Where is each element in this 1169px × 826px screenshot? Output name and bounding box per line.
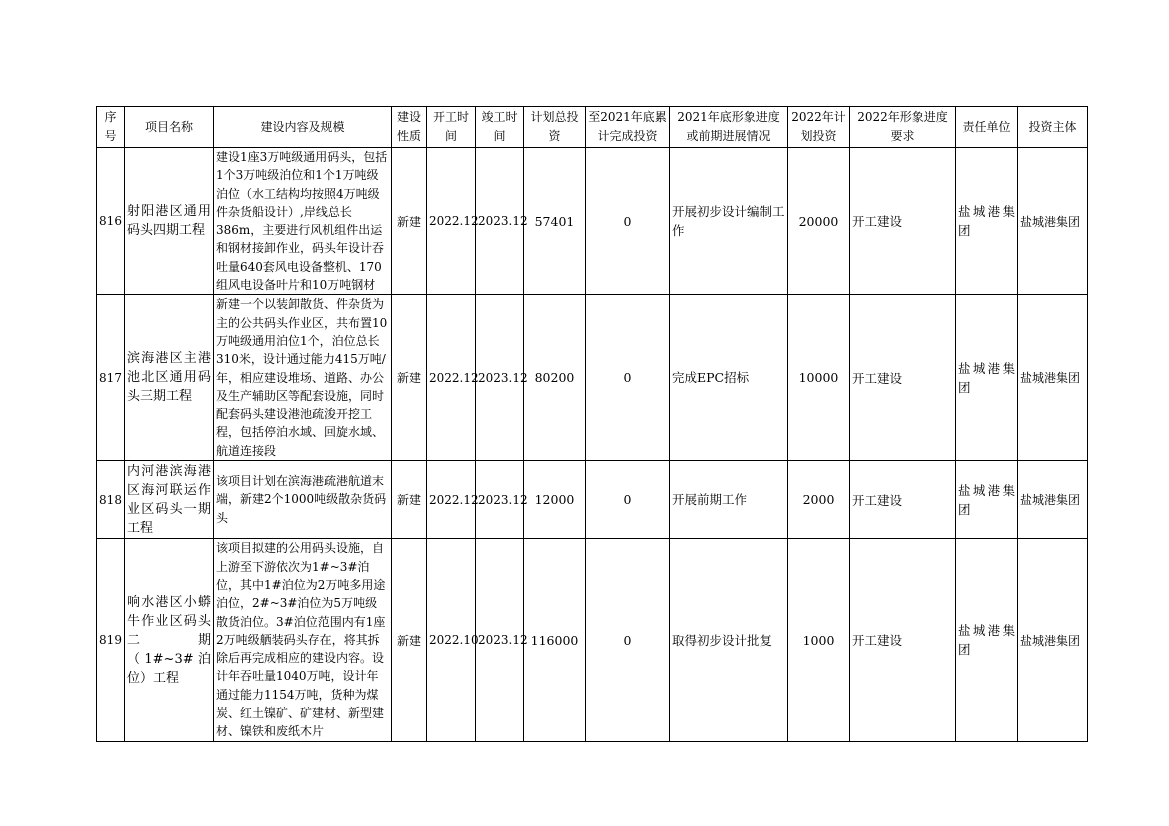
header-plan2022: 2022年计划投资 <box>788 107 850 148</box>
row-content: 该项目拟建的公用码头设施，自上游至下游依次为1#~3#泊位，其中1#泊位为2万吨多用途泊位，2#~3#泊位为5万吨级散货泊位。3#泊位范围内有1座2万吨级舾装码头存在，将其拆除后再完成相应的建设内容。设计年吞吐量1040万吨，设计年通过能力1154万吨，货种为煤炭、红土镍矿、矿建材、新型建材、镍铁和废纸木片 <box>214 539 392 742</box>
row-end: 2023.12 <box>476 539 524 742</box>
row-name: 内河港滨海港区海河联运作业区码头一期工程 <box>125 461 214 539</box>
row-total: 12000 <box>524 461 586 539</box>
row-unit: 盐城港集团 <box>956 461 1018 539</box>
row-investor: 盐城港集团 <box>1018 295 1088 461</box>
row-plan2022: 20000 <box>788 148 850 295</box>
row-unit: 盐城港集团 <box>956 295 1018 461</box>
row-no: 817 <box>97 295 125 461</box>
header-no: 序号 <box>97 107 125 148</box>
row-nature: 新建 <box>392 295 427 461</box>
row-investor: 盐城港集团 <box>1018 148 1088 295</box>
header-nature: 建设性质 <box>392 107 427 148</box>
header-name: 项目名称 <box>125 107 214 148</box>
table-row <box>97 539 1088 742</box>
header-content: 建设内容及规模 <box>214 107 392 148</box>
row-plan2022: 1000 <box>788 539 850 742</box>
row-unit: 盐城港集团 <box>956 148 1018 295</box>
project-table <box>96 106 1088 742</box>
row-progress: 开展前期工作 <box>670 461 788 539</box>
row-requirement: 开工建设 <box>850 461 956 539</box>
row-name: 射阳港区通用码头四期工程 <box>125 148 214 295</box>
row-end: 2023.12 <box>476 295 524 461</box>
row-completed: 0 <box>586 539 670 742</box>
row-completed: 0 <box>586 148 670 295</box>
row-nature: 新建 <box>392 539 427 742</box>
table-header-row <box>97 107 1088 148</box>
table-row <box>97 148 1088 295</box>
row-total: 57401 <box>524 148 586 295</box>
row-no: 816 <box>97 148 125 295</box>
row-plan2022: 2000 <box>788 461 850 539</box>
header-end: 竣工时间 <box>476 107 524 148</box>
row-end: 2023.12 <box>476 461 524 539</box>
row-no: 818 <box>97 461 125 539</box>
row-unit: 盐城港集团 <box>956 539 1018 742</box>
row-end: 2023.12 <box>476 148 524 295</box>
row-start: 2022.10 <box>427 539 476 742</box>
row-name: 滨海港区主港池北区通用码头三期工程 <box>125 295 214 461</box>
row-start: 2022.12 <box>427 295 476 461</box>
row-start: 2022.12 <box>427 148 476 295</box>
row-plan2022: 10000 <box>788 295 850 461</box>
row-no: 819 <box>97 539 125 742</box>
header-completed: 至2021年底累计完成投资 <box>586 107 670 148</box>
row-progress: 取得初步设计批复 <box>670 539 788 742</box>
row-requirement: 开工建设 <box>850 148 956 295</box>
row-name: 响水港区小蟒牛作业区码头二期（1#~3#泊位）工程 <box>125 539 214 742</box>
row-completed: 0 <box>586 295 670 461</box>
row-investor: 盐城港集团 <box>1018 461 1088 539</box>
row-nature: 新建 <box>392 461 427 539</box>
row-nature: 新建 <box>392 148 427 295</box>
header-requirement: 2022年形象进度要求 <box>850 107 956 148</box>
table-row <box>97 295 1088 461</box>
row-content: 该项目计划在滨海港疏港航道末端，新建2个1000吨级散杂货码头 <box>214 461 392 539</box>
header-investor: 投资主体 <box>1018 107 1088 148</box>
row-investor: 盐城港集团 <box>1018 539 1088 742</box>
table-row <box>97 461 1088 539</box>
row-requirement: 开工建设 <box>850 295 956 461</box>
row-completed: 0 <box>586 461 670 539</box>
row-start: 2022.12 <box>427 461 476 539</box>
row-requirement: 开工建设 <box>850 539 956 742</box>
row-total: 116000 <box>524 539 586 742</box>
row-progress: 开展初步设计编制工作 <box>670 148 788 295</box>
row-total: 80200 <box>524 295 586 461</box>
header-unit: 责任单位 <box>956 107 1018 148</box>
row-content: 建设1座3万吨级通用码头，包括1个3万吨级泊位和1个1万吨级泊位（水工结构均按照4万吨级件杂货船设计）,岸线总长386m，主要进行风机组件出运和钢材接卸作业，码头年设计吞吐量640套风电设备整机、170组风电设备叶片和10万吨钢材 <box>214 148 392 295</box>
header-progress: 2021年底形象进度或前期进展情况 <box>670 107 788 148</box>
header-start: 开工时间 <box>427 107 476 148</box>
header-total: 计划总投资 <box>524 107 586 148</box>
row-content: 新建一个以装卸散货、件杂货为主的公共码头作业区，共布置10万吨级通用泊位1个，泊位总长310米，设计通过能力415万吨/年，相应建设堆场、道路、办公及生产辅助区等配套设施，同时配套码头建设港池疏浚开挖工程，包括停泊水域、回旋水域、航道连接段 <box>214 295 392 461</box>
row-progress: 完成EPC招标 <box>670 295 788 461</box>
